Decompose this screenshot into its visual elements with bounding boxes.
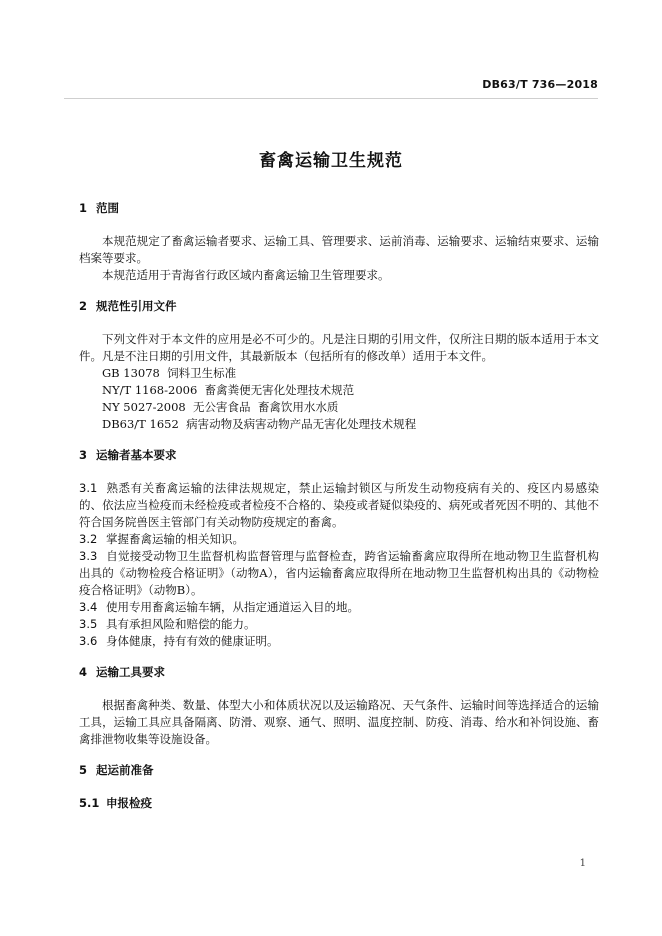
subsection-title: 申报检疫 bbox=[106, 796, 152, 810]
section-title: 运输者基本要求 bbox=[96, 448, 177, 462]
header-divider bbox=[64, 98, 598, 99]
section-heading-transport-tools bbox=[79, 664, 599, 681]
paragraph: 下列文件对于本文件的应用是必不可少的。凡是注日期的引用文件，仅所注日期的版本适用于本文件。凡是不注日期的引用文件，其最新版本（包括所有的修改单）适用于本文件。 bbox=[79, 332, 599, 363]
document-body bbox=[79, 200, 599, 812]
clause bbox=[79, 616, 599, 633]
clause-text: 具有承担风险和赔偿的能力。 bbox=[106, 617, 256, 631]
paragraph: 本规范规定了畜禽运输者要求、运输工具、管理要求、运前消毒、运输要求、运输结束要求、运输档案等要求。 bbox=[79, 234, 599, 265]
section-heading-scope bbox=[79, 200, 599, 217]
clause-text: 自觉接受动物卫生监督机构监督管理与监督检查，跨省运输畜禽应取得所在地动物卫生监督机构出具的《动物检疫合格证明》（动物A），省内运输畜禽应取得所在地动物卫生监督机构出具的《动物检疫合格证明》（动物B）。 bbox=[79, 549, 599, 597]
clause bbox=[79, 531, 599, 548]
section-heading-pre-transport bbox=[79, 762, 599, 779]
section-number: 3 bbox=[79, 448, 88, 462]
document-id: DB63/T 736—2018 bbox=[482, 78, 598, 91]
paragraph: 根据畜禽种类、数量、体型大小和体质状况以及运输路况、天气条件、运输时间等选择适合的运输工具，运输工具应具备隔离、防滑、观察、通气、照明、温度控制、防疫、消毒、给水和补饲设施、畜禽排泄物收集等设施设备。 bbox=[79, 698, 599, 746]
clause-number: 3.5 bbox=[79, 617, 98, 631]
clause bbox=[79, 599, 599, 616]
reference-item: GB 13078 饲料卫生标准 bbox=[102, 366, 237, 380]
section-title: 范围 bbox=[96, 201, 119, 215]
clause bbox=[79, 633, 599, 650]
clause-number: 3.3 bbox=[79, 549, 98, 563]
clause-number: 3.6 bbox=[79, 634, 98, 648]
clause-number: 3.2 bbox=[79, 532, 98, 546]
document-title: 畜禽运输卫生规范 bbox=[259, 151, 403, 171]
paragraph: 本规范适用于青海省行政区域内畜禽运输卫生管理要求。 bbox=[102, 268, 390, 282]
section-number: 4 bbox=[79, 665, 88, 679]
subsection-number: 5.1 bbox=[79, 796, 100, 810]
clause bbox=[79, 480, 599, 531]
clause-text: 掌握畜禽运输的相关知识。 bbox=[106, 532, 244, 546]
section-number: 5 bbox=[79, 763, 88, 777]
reference-item: NY/T 1168-2006 畜禽粪便无害化处理技术规范 bbox=[102, 383, 355, 397]
page-number: 1 bbox=[579, 858, 586, 869]
section-title: 规范性引用文件 bbox=[96, 299, 177, 313]
clause-text: 使用专用畜禽运输车辆，从指定通道运入目的地。 bbox=[106, 600, 359, 614]
section-number: 2 bbox=[79, 299, 88, 313]
section-heading-transporter bbox=[79, 447, 599, 464]
clause-text: 熟悉有关畜禽运输的法律法规规定，禁止运输封锁区与所发生动物疫病有关的、疫区内易感染的、依法应当检疫而未经检疫或者检疫不合格的、染疫或者疑似染疫的、病死或者死因不明的、其他不符合国务院兽医主管部门有关动物防疫规定的畜禽。 bbox=[79, 481, 599, 529]
section-title: 起运前准备 bbox=[96, 763, 154, 777]
section-title: 运输工具要求 bbox=[96, 665, 165, 679]
section-number: 1 bbox=[79, 201, 88, 215]
clause bbox=[79, 548, 599, 599]
subsection-heading-quarantine bbox=[79, 795, 599, 812]
clause-number: 3.1 bbox=[79, 481, 98, 495]
reference-item: DB63/T 1652 病害动物及病害动物产品无害化处理技术规程 bbox=[102, 417, 417, 431]
reference-item: NY 5027-2008 无公害食品 畜禽饮用水水质 bbox=[102, 400, 339, 414]
clause-number: 3.4 bbox=[79, 600, 98, 614]
clause-text: 身体健康，持有有效的健康证明。 bbox=[106, 634, 279, 648]
section-heading-references bbox=[79, 298, 599, 315]
